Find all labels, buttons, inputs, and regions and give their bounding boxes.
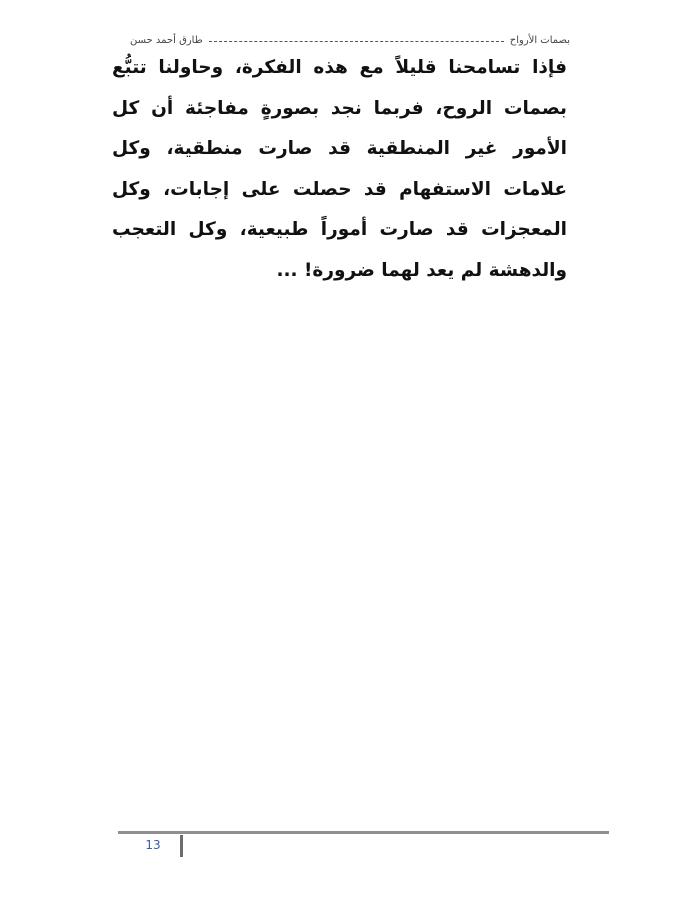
header-author: طارق أحمد حسن — [130, 34, 203, 46]
header-dashed-line — [209, 41, 504, 42]
header-book-title: بصمات الأرواح — [509, 34, 570, 46]
footer-rule — [118, 831, 609, 834]
page-number: 13 — [145, 838, 161, 852]
body-paragraph: فإذا تسامحنا قليلاً مع هذه الفكرة، وحاولنا تتبُّع بصمات الروح، فربما نجد بصورةٍ مفاجئة أن كل الأمور غير المنطقية قد صارت منطقية، وكل علامات الاستفهام قد حصلت على إجابات، وكل المعجزات قد صارت أموراً طبيعية، وكل التعجب والدهشة لم يعد لهما ضرورة! ... — [112, 57, 567, 281]
footer-separator — [180, 835, 183, 857]
running-header — [130, 30, 570, 50]
